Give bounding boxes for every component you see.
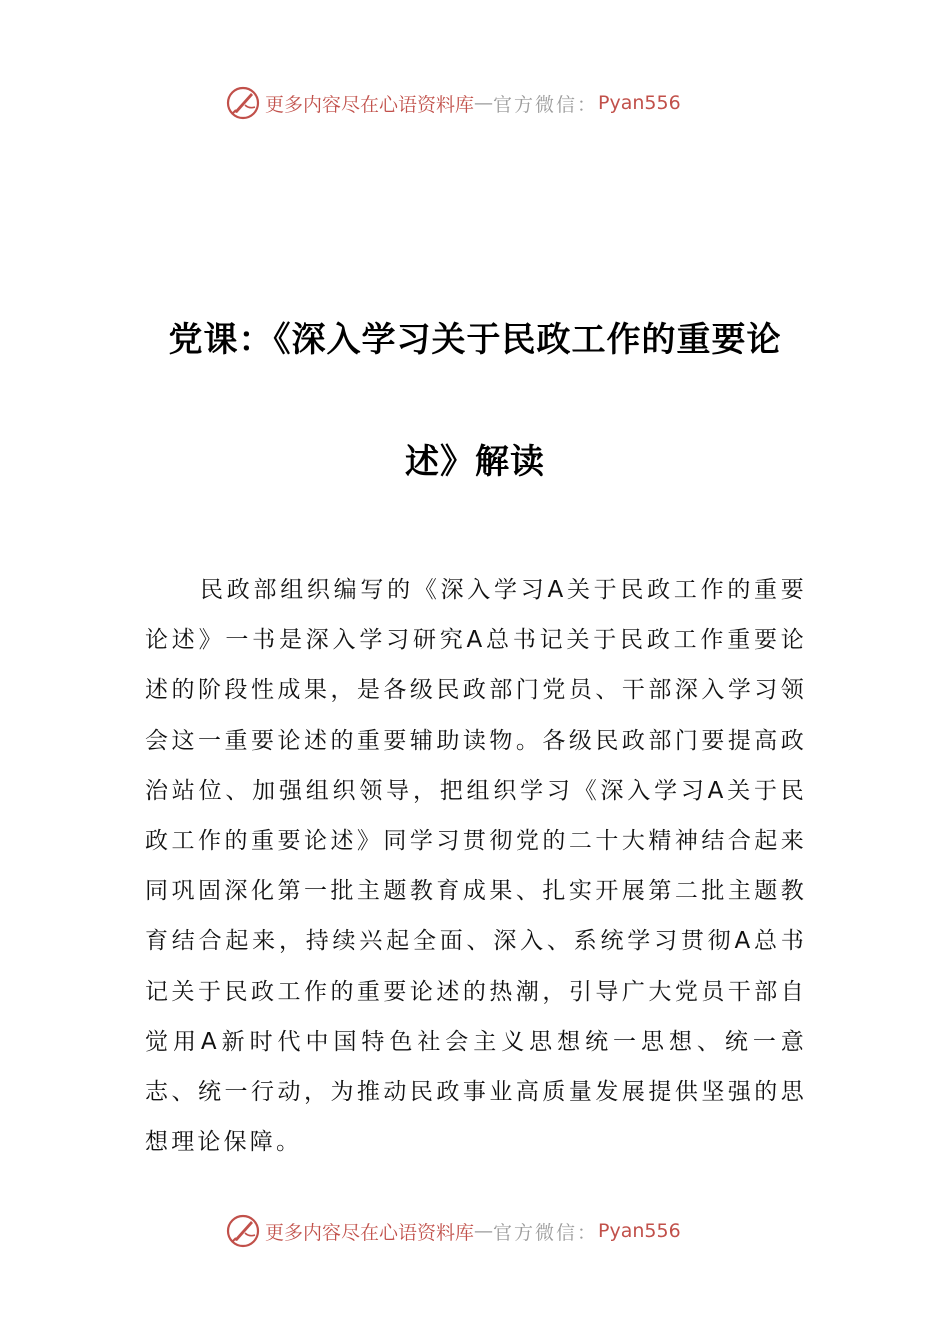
banner-brand-text: 更多内容尽在心语资料库 — [265, 1221, 475, 1244]
banner-wechat-label: 官方微信： — [493, 1221, 599, 1244]
footer-banner — [225, 1213, 725, 1249]
document-title-line-1: 党课：《深入学习关于民政工作的重要论 — [168, 320, 782, 360]
banner-brand-text: 更多内容尽在心语资料库 — [265, 93, 475, 116]
banner-dash: — — [474, 92, 494, 114]
body-paragraph: 民政部组织编写的《深入学习A关于民政工作的重要论述》一书是深入学习研究A总书记关于民政工作重要论述的阶段性成果，是各级民政部门党员、干部深入学习领会这一重要论述的重要辅助读物。各级民政部门要提高政治站位、加强组织领导，把组织学习《深入学习A关于民政工作的重要论述》同学习贯彻党的二十大精神结合起来同巩固深化第一批主题教育成果、扎实开展第二批主题教育结合起来，持续兴起全面、深入、系统学习贯彻A总书记关于民政工作的重要论述的热潮，引导广大党员干部自觉用A新时代中国特色社会主义思想统一思想、统一意志、统一行动，为推动民政事业高质量发展提供坚强的思想理论保障。 — [145, 577, 807, 1156]
banner-dash: — — [474, 1220, 494, 1242]
document-title-line-2: 述》解读 — [405, 442, 545, 482]
banner-wechat-label: 官方微信： — [493, 93, 599, 116]
banner-wechat-id: Pyan556 — [598, 1220, 681, 1242]
quill-logo-icon — [225, 85, 261, 121]
quill-logo-icon — [225, 1213, 261, 1249]
header-banner — [225, 85, 725, 121]
banner-wechat-id: Pyan556 — [598, 92, 681, 114]
